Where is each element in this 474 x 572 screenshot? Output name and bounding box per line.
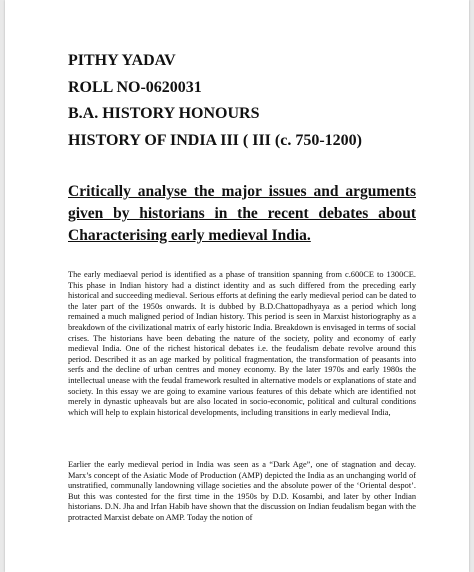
body-paragraph-1: The early mediaeval period is identified as a phase of transition spanning from c.600CE to 1300CE. This phase in Indian history had a distinct identity and as such differed from the preceding early historical and succeeding medieval. Serious efforts at defining the early medieval period can be dated to the later part of the 1950s onwards. It is dubbed by B.D.Chattopadhyaya as a period which long remained a much maligned period of Indian history. This period is seen in Marxist historiography as a breakdown of the civilizational matrix of early historic India. Breakdown is envisaged in terms of social crises. The historians have been debating the nature of the society, polity and economy of early medieval India. One of the richest historical debates i.e. the feudalism debate revolve around this period. Described it as an age marked by political fragmentation, the transformation of peasants into serfs and the decline of urban centres and money economy. By the later 1970s and early 1980s the intellectual unease with the feudal framework resulted in alternative models or explanations of state and society. In this essay we are going to examine various features of this debate which are identified not merely in dynastic upheavals but are also located in socio-economic, political and cultural conditions which will help to explain historical developments, including transitions in early medieval India, (68, 270, 416, 417)
roll-number: ROLL NO-0620031 (68, 78, 202, 96)
course-name: B.A. HISTORY HONOURS (68, 105, 260, 122)
document-header (68, 48, 428, 154)
document-page (5, 0, 469, 572)
essay-question: Critically analyse the major issues and arguments given by historians in the recent debates about Characterising early medieval India. (68, 183, 416, 244)
body-paragraph-2: Earlier the early medieval period in India was seen as a “Dark Age”, one of stagnation and decay. Marx’s concept of the Asiatic Mode of Production (AMP) depicted the India as an unchanging world of unstratified, communally landowning village societies and the absolute power of the ‘Oriental despot’. But this was contested for the first time in the 1950s by D.D. Kosambi, and later by other Indian historians. D.N. Jha and Irfan Habib have shown that the discussion on Indian feudalism began with the protracted Marxist debate on AMP. Today the notion of (68, 460, 416, 522)
student-name: PITHY YADAV (68, 52, 176, 69)
paper-title: HISTORY OF INDIA III ( III (c. 750-1200) (68, 131, 362, 149)
